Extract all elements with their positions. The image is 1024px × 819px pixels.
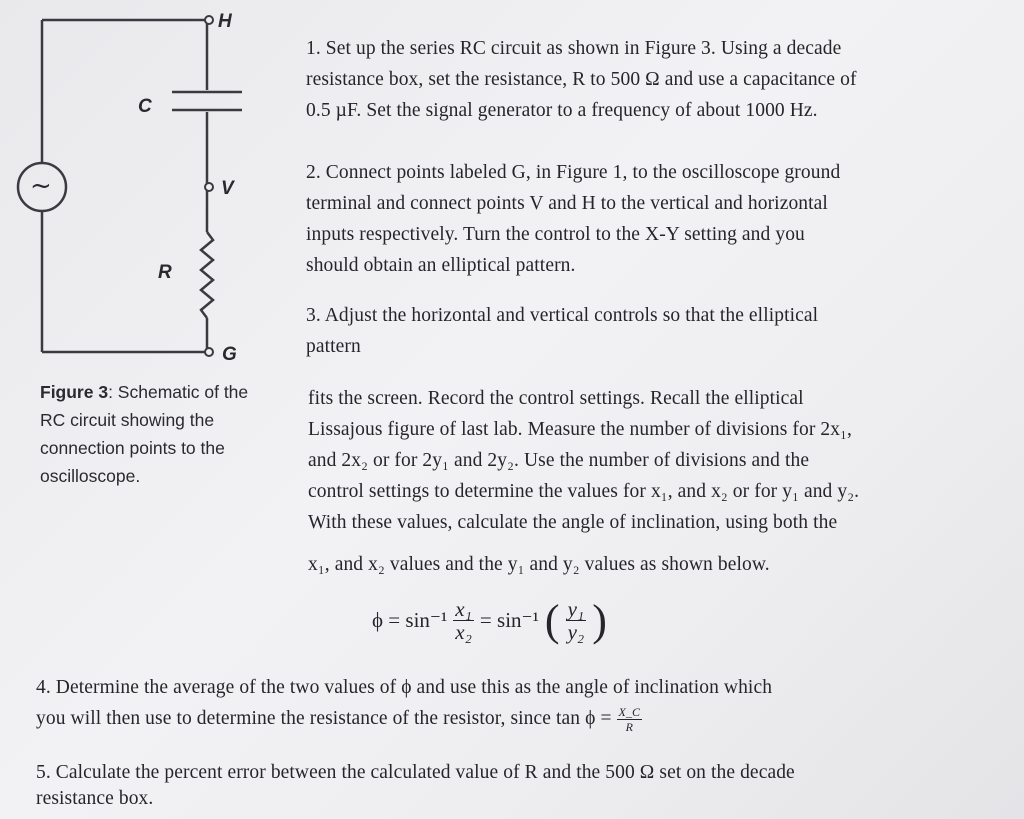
step-4-line: 4. Determine the average of the two values of ϕ and use this as the angle of inclination which xyxy=(36,677,773,698)
label-c: C xyxy=(138,96,152,117)
figure-caption-label: Figure 3 xyxy=(40,382,109,402)
tan-fraction xyxy=(617,705,643,734)
terminal-g xyxy=(205,348,213,356)
step-3-line: and 2x₂ or for 2y₁ and 2y₂. Use the number of divisions and the xyxy=(308,450,810,471)
step-1-line: 0.5 µF. Set the signal generator to a frequency of about 1000 Hz. xyxy=(306,100,818,121)
rc-circuit-schematic xyxy=(0,0,290,370)
step-3-body xyxy=(308,383,859,538)
tan-fraction-numerator: X_C xyxy=(618,705,641,720)
step-2-line: 2. Connect points labeled G, in Figure 1, to the oscilloscope ground xyxy=(306,162,841,183)
label-v: V xyxy=(221,178,234,199)
paren-open-icon: ( xyxy=(544,595,560,645)
label-r: R xyxy=(158,262,172,283)
step-3-line: pattern xyxy=(306,336,361,357)
step-4-line-text: you will then use to determine the resistance of the resistor, since tan ϕ = xyxy=(36,708,612,729)
resistor-symbol xyxy=(201,232,213,318)
tan-fraction-denominator: R xyxy=(625,720,634,735)
terminal-h xyxy=(205,16,213,24)
step-3-end xyxy=(308,549,770,580)
step-3-line: control settings to determine the values for x₁, and x₂ or for y₁ and y₂. xyxy=(308,481,860,502)
step-1-line: resistance box, set the resistance, R to 500 Ω and use a capacitance of xyxy=(306,69,857,90)
fraction-y-denominator: y₂ xyxy=(567,620,585,644)
step-2 xyxy=(306,157,840,281)
fraction-y-numerator: y₁ xyxy=(567,597,585,621)
step-4 xyxy=(36,672,772,734)
formula-mid: = sin⁻¹ xyxy=(479,608,539,632)
figure-caption xyxy=(40,378,275,490)
step-3-intro xyxy=(306,300,818,362)
formula-lhs: ϕ = sin⁻¹ xyxy=(372,608,448,632)
paren-close-icon: ) xyxy=(592,595,607,645)
step-3-line: x₁, and x₂ values and the y₁ and y₂ values as shown below. xyxy=(308,554,770,575)
fraction-x-numerator: x₁ xyxy=(455,597,472,621)
figure-caption-text: : Schematic of the RC circuit showing the connection points to the oscilloscope. xyxy=(40,382,249,486)
step-3-line: 3. Adjust the horizontal and vertical controls so that the elliptical xyxy=(306,305,819,326)
source-symbol: ~ xyxy=(30,171,52,201)
angle-formula xyxy=(372,595,607,645)
step-3-line: With these values, calculate the angle of inclination, using both the xyxy=(308,512,838,533)
step-2-line: inputs respectively. Turn the control to the X-Y setting and you xyxy=(306,224,805,245)
fraction-x-denominator: x₂ xyxy=(455,620,472,644)
label-g: G xyxy=(222,344,237,365)
label-h: H xyxy=(218,11,232,32)
fraction-x xyxy=(453,598,474,643)
step-1-line: 1. Set up the series RC circuit as shown in Figure 3. Using a decade xyxy=(306,38,842,59)
step-2-line: should obtain an elliptical pattern. xyxy=(306,255,576,276)
step-3-line: fits the screen. Record the control settings. Recall the elliptical xyxy=(308,388,804,409)
step-5 xyxy=(36,760,795,812)
step-1 xyxy=(306,33,857,126)
terminal-v xyxy=(205,183,213,191)
step-5-line: 5. Calculate the percent error between the calculated value of R and the 500 Ω set on the decade xyxy=(36,762,795,783)
step-3-line: Lissajous figure of last lab. Measure the number of divisions for 2x₁, xyxy=(308,419,852,440)
fraction-y xyxy=(566,598,587,643)
step-4-line-2 xyxy=(36,703,772,734)
step-2-line: terminal and connect points V and H to the vertical and horizontal xyxy=(306,193,828,214)
step-5-line: resistance box. xyxy=(36,788,154,809)
